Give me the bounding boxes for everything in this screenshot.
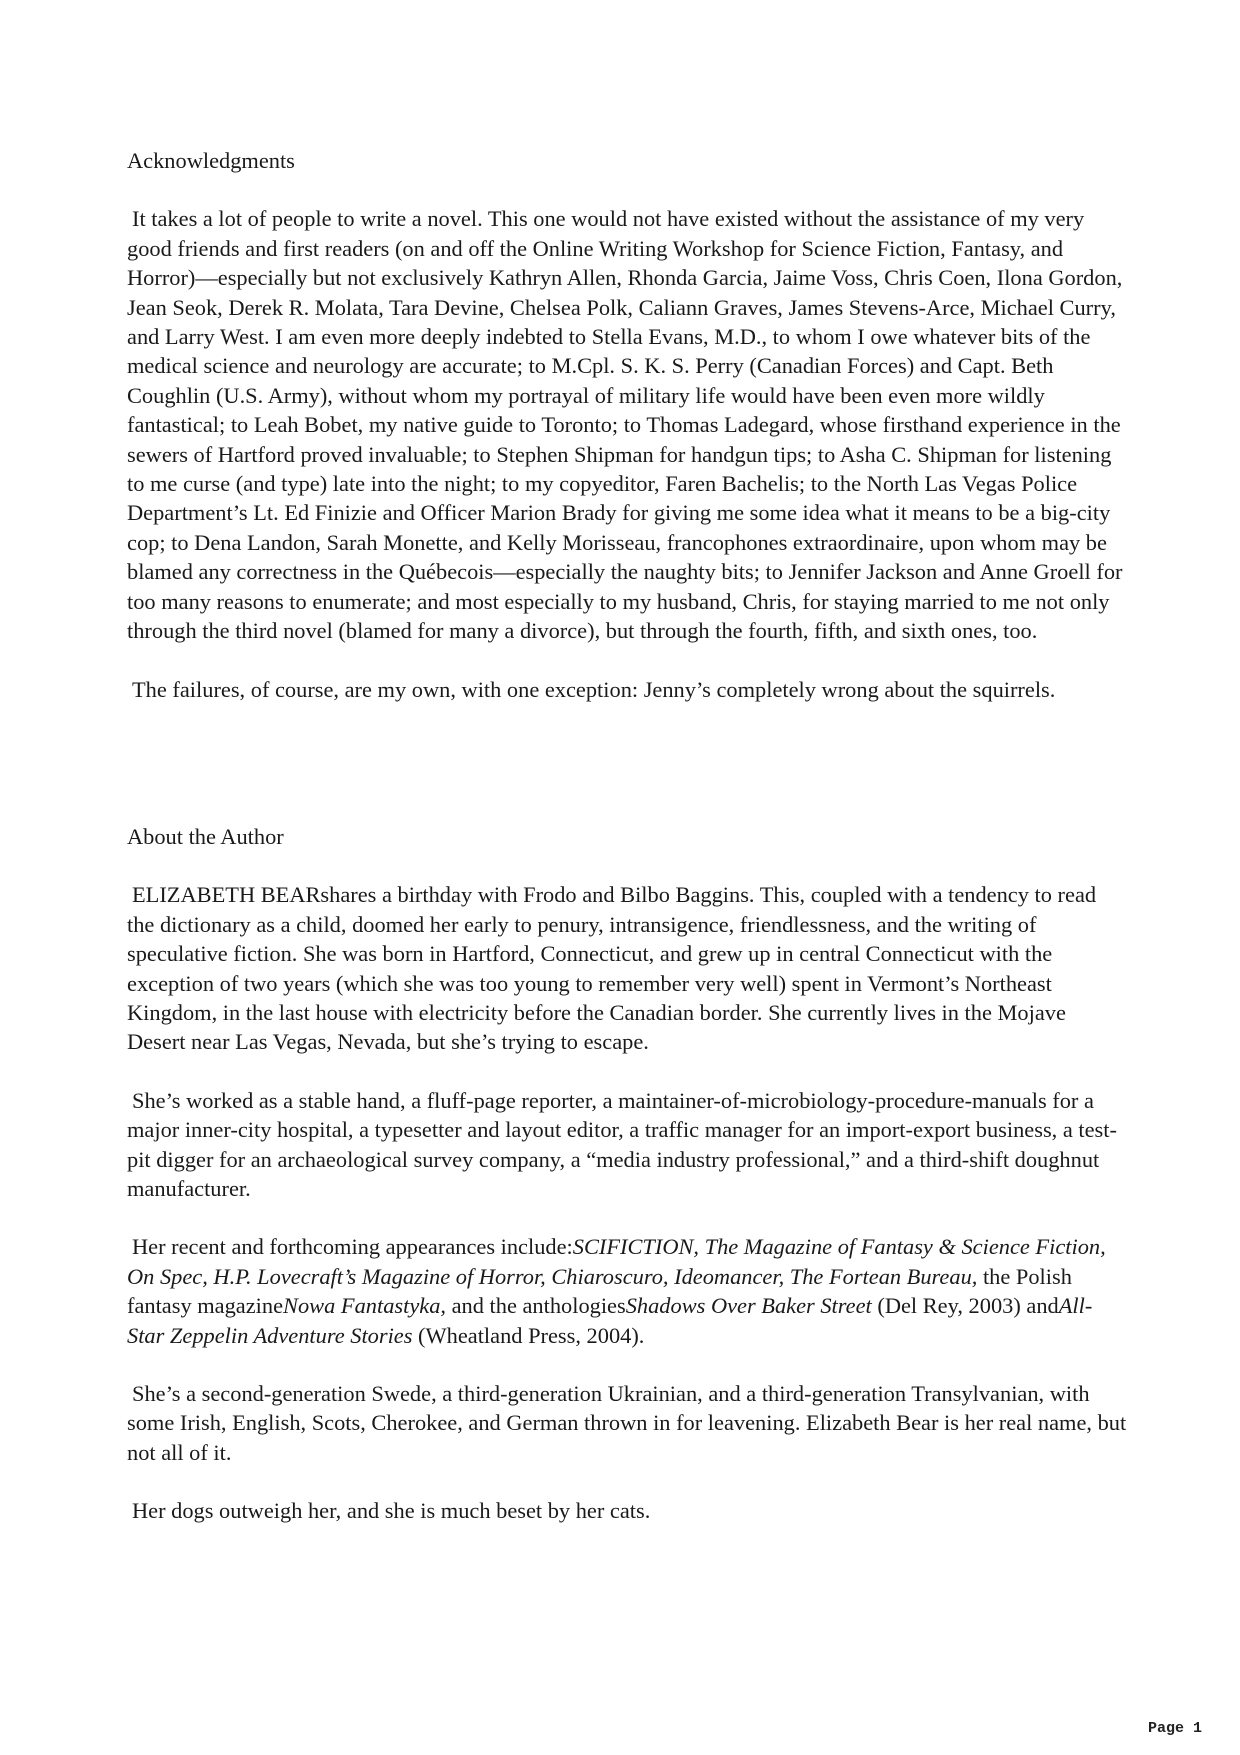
appearances-anthology-title: All-Star Zeppelin Adventure Stories bbox=[127, 1293, 1093, 1348]
author-appearances-paragraph bbox=[127, 1232, 1127, 1350]
appearances-text: the Polish fantasy magazine bbox=[127, 1263, 1072, 1319]
page-number: Page 1 bbox=[1147, 1720, 1202, 1737]
acknowledgments-closing-paragraph: The failures, of course, are my own, with one exception: Jenny’s completely wrong about the squirrels. bbox=[132, 676, 1056, 702]
author-work-history-paragraph: She’s worked as a stable hand, a fluff-page reporter, a maintainer-of-microbiology-procedure-manuals for a major inner-city hospital, a typesetter and layout editor, a traffic manager for an import-export business, a test-pit digger for an archaeological survey company, a “media industry professional,” and a third-shift doughnut manufacturer. bbox=[127, 1087, 1117, 1201]
author-pets-paragraph: Her dogs outweigh her, and she is much beset by her cats. bbox=[132, 1498, 651, 1524]
appearances-anthology-title: Shadows Over Baker Street bbox=[625, 1293, 872, 1319]
appearances-tail: (Wheatland Press, 2004). bbox=[412, 1322, 645, 1348]
author-bio-paragraph: ELIZABETH BEARshares a birthday with Frodo and Bilbo Baggins. This, coupled with a tendency to read the dictionary as a child, doomed her early to penury, intransigence, friendlessness, and the writing of speculative fiction. She was born in Hartford, Connecticut, and grew up in central Connecticut with the exception of two years (which she was too young to remember very well) spent in Vermont’s Northeast Kingdom, in the last house with electricity before the Canadian border. She currently lives in the Mojave Desert near Las Vegas, Nevada, but she’s trying to escape. bbox=[127, 882, 1097, 1055]
about-author-heading: About the Author bbox=[127, 823, 284, 849]
page-content bbox=[127, 146, 1127, 1526]
appearances-text: and the anthologies bbox=[446, 1293, 626, 1319]
appearances-lead: Her recent and forthcoming appearances include: bbox=[132, 1234, 573, 1260]
appearances-text: (Del Rey, 2003) and bbox=[871, 1293, 1059, 1319]
acknowledgments-heading: Acknowledgments bbox=[127, 148, 295, 173]
acknowledgments-paragraph: It takes a lot of people to write a novel. This one would not have existed without the assistance of my very good friends and first readers (on and off the Online Writing Workshop for Science Fiction, Fantasy, and Horror)—especially but not exclusively Kathryn Allen, Rhonda Garcia, Jaime Voss, Chris Coen, Ilona Gordon, Jean Seok, Derek R. Molata, Tara Devine, Chelsea Polk, Caliann Graves, James Stevens-Arce, Michael Curry, and Larry West. I am even more deeply indebted to Stella Evans, M.D., to whom I owe whatever bits of the medical science and neurology are accurate; to M.Cpl. S. K. S. Perry (Canadian Forces) and Capt. Beth Coughlin (U.S. Army), without whom my portrayal of military life would have been even more wildly fantastical; to Leah Bobet, my native guide to Toronto; to Thomas Ladegard, whose firsthand experience in the sewers of Hartford proved invaluable; to Stephen Shipman for handgun tips; to Asha C. Shipman for listening to me curse (and type) late into the night; to my copyeditor, Faren Bachelis; to the North Las Vegas Police Department’s Lt. Ed Finizie and Officer Marion Brady for giving me some idea what it means to be a big-city cop; to Dena Landon, Sarah Monette, and Kelly Morisseau, francophones extraordinaire, upon whom may be blamed any correctness in the Québecois—especially the naughty bits; to Jennifer Jackson and Anne Groell for too many reasons to enumerate; and most especially to my husband, Chris, for staying married to me not only through the third novel (blamed for many a divorce), but through the fourth, fifth, and sixth ones, too. bbox=[127, 206, 1123, 644]
appearances-magazine-title: Nowa Fantastyka, bbox=[283, 1293, 446, 1319]
author-heritage-paragraph: She’s a second-generation Swede, a third-generation Ukrainian, and a third-generation Transylvanian, with some Irish, English, Scots, Cherokee, and German thrown in for leavening. Elizabeth Bear is her real name, but not all of it. bbox=[127, 1381, 1127, 1465]
appearances-titles: SCIFICTION, The Magazine of Fantasy & Science Fiction, On Spec, H.P. Lovecraft’s Magazine of Horror, Chiaroscuro, Ideomancer, The Fortean Bureau, bbox=[127, 1234, 1106, 1289]
